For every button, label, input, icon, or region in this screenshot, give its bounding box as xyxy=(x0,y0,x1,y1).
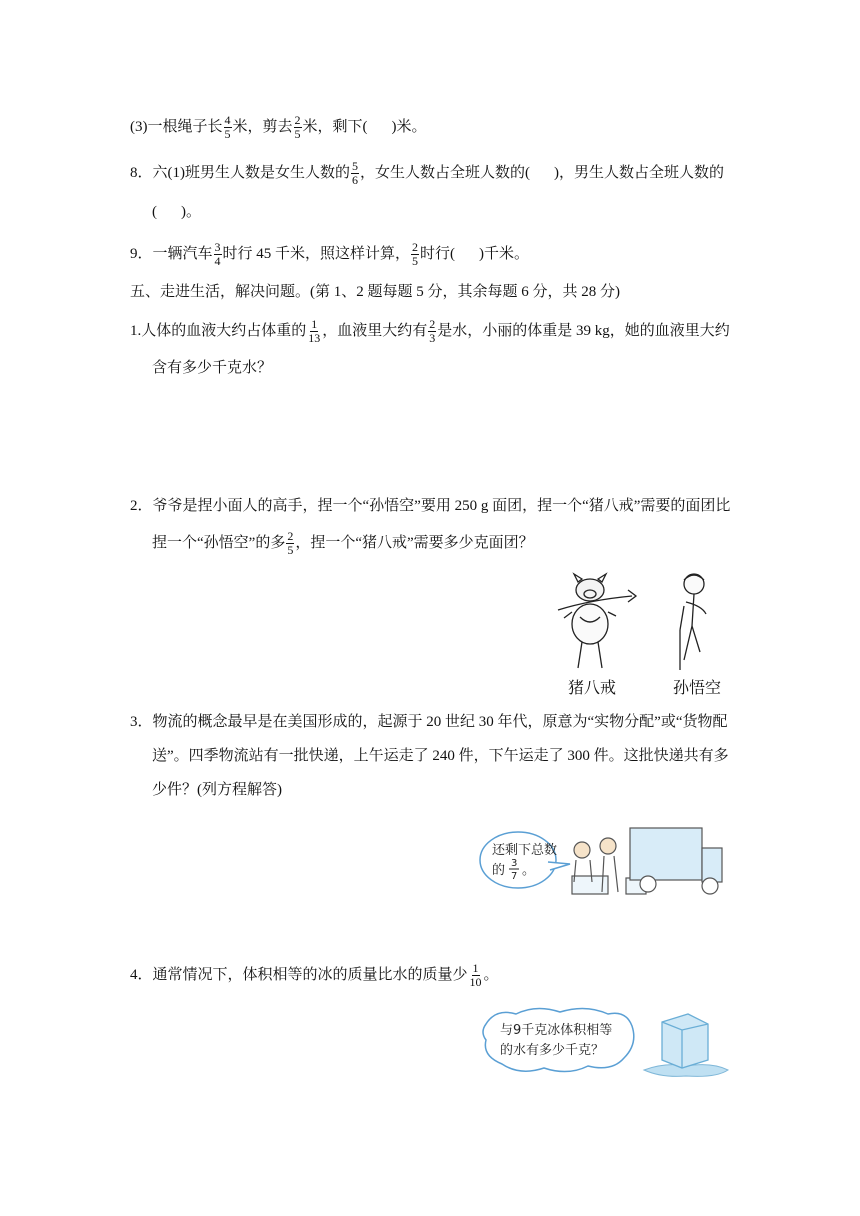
q9-line: 9．一辆汽车 $\frac{3}{4}$ 时行 45 千米，照这样计算， $\frac{2}{5}$ 时行( )千米。 xyxy=(130,240,530,268)
fraction: $\frac{2}{5}$ xyxy=(287,529,294,557)
p1-line2: 含有多少千克水？ xyxy=(152,360,273,376)
q8-line1: 8．六(1)班男生人数是女生人数的 $\frac{5}{6}$ ，女生人数占全班人数的( )，男生人数占全班人数的 xyxy=(130,159,724,187)
logistics-illustration xyxy=(478,820,730,902)
zhubajie-label: 猪八戒 xyxy=(568,678,617,697)
fraction: $\frac{1}{13}$ xyxy=(308,317,321,345)
bubble3-line2a: 的 xyxy=(492,863,506,878)
fraction: $\frac{1}{10}$ xyxy=(469,961,482,989)
p3-line1: 3．物流的概念最早是在美国形成的，起源于 20 世纪 30 年代，原意为“实物分配”或“货物配 xyxy=(130,714,728,730)
bubble4-line1: 与9千克冰体积相等 xyxy=(500,1023,613,1038)
p2-line1: 2．爷爷是捏小面人的高手，捏一个“孙悟空”要用 250 g 面团，捏一个“猪八戒”需要的面团比 xyxy=(130,498,731,514)
p4-line: 4．通常情况下，体积相等的冰的质量比水的质量少 $\frac{1}{10}$ 。 xyxy=(130,961,499,989)
zhubajie-illustration xyxy=(548,572,648,672)
ice-illustration xyxy=(476,1004,732,1078)
fraction: $\frac{2}{5}$ xyxy=(294,113,301,141)
sunwukong-illustration xyxy=(666,570,726,672)
fraction: $\frac{2}{3}$ xyxy=(429,317,436,345)
p1-line1: 1.人体的血液大约占体重的 $\frac{1}{13}$ ，血液里大约有 $\frac{2}{3}$ 是水，小丽的体重是 39 kg，她的血液里大约 xyxy=(130,317,730,345)
bubble4-line2: 的水有多少千克？ xyxy=(500,1043,605,1058)
sunwukong-label: 孙悟空 xyxy=(673,678,722,697)
svg-text:。: 。 xyxy=(522,863,536,878)
fraction: $\frac{2}{5}$ xyxy=(412,240,419,268)
q3-line: (3)一根绳子长 $\frac{4}{5}$ 米，剪去 $\frac{2}{5}$ 米，剩下( )米。 xyxy=(130,113,427,141)
section-heading: 五、走进生活，解决问题。(第 1、2 题每题 5 分，其余每题 6 分，共 28 分) xyxy=(130,284,620,300)
p3-line3: 少件？(列方程解答) xyxy=(152,782,282,798)
p3-line2: 送”。四季物流站有一批快递，上午运走了 240 件，下午运走了 300 件。这批快递共有多 xyxy=(152,748,729,764)
p2-line2: 捏一个“孙悟空”的多 $\frac{2}{5}$ ，捏一个“猪八戒”需要多少克面团？ xyxy=(152,529,534,557)
svg-text:7: 7 xyxy=(511,871,518,882)
bubble3-line1: 还剩下总数 xyxy=(492,843,558,858)
svg-text:3: 3 xyxy=(511,858,518,869)
fraction: $\frac{3}{4}$ xyxy=(214,240,221,268)
fraction: $\frac{4}{5}$ xyxy=(224,113,231,141)
q8-line2: ( )。 xyxy=(152,204,201,220)
fraction: $\frac{5}{6}$ xyxy=(352,159,358,187)
